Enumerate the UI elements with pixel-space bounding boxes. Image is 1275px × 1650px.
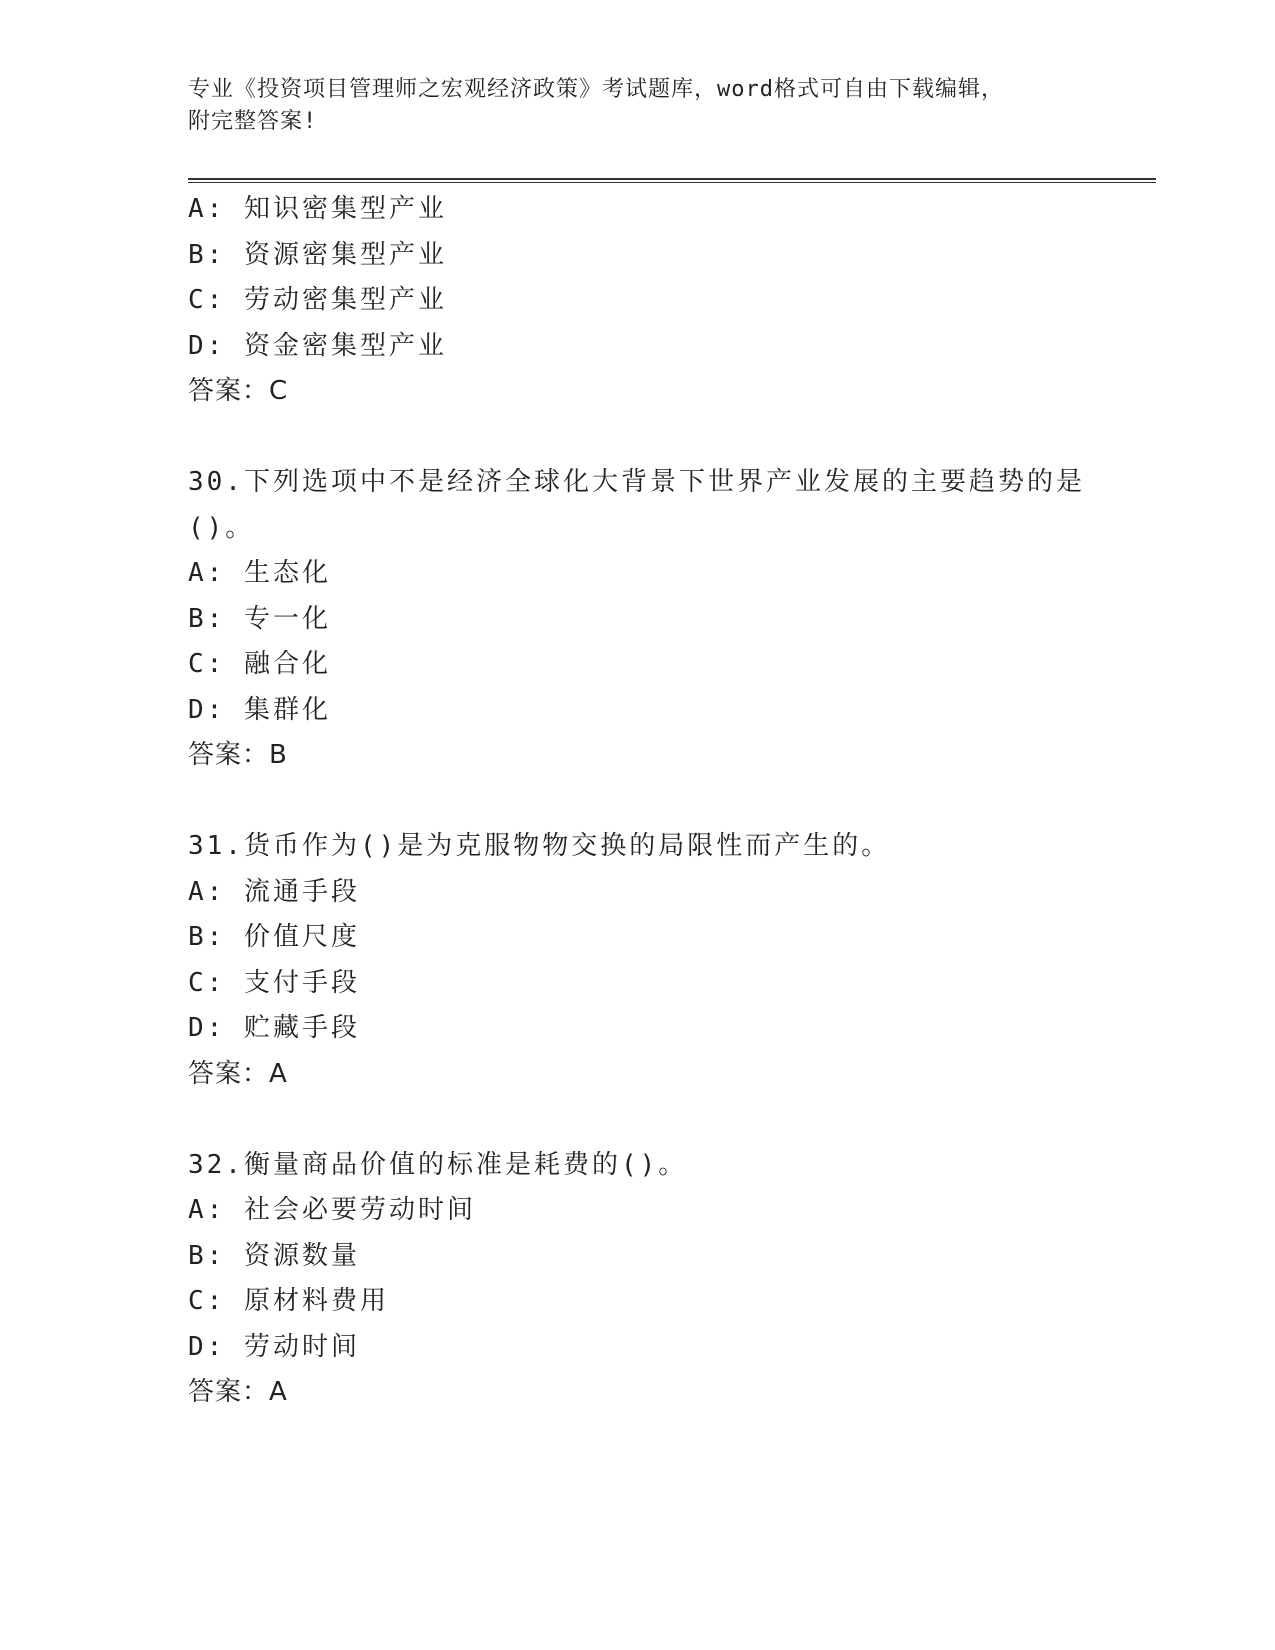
option-a: A: 流通手段 [188, 876, 360, 907]
question-block [188, 1143, 1148, 1416]
option-c: C: 支付手段 [188, 967, 360, 998]
answer-line: 答案：B [188, 740, 288, 770]
option-c: C: 融合化 [188, 649, 331, 679]
question-text-continued: ()。 [188, 512, 255, 543]
option-d: D: 资金密集型产业 [188, 330, 447, 361]
question-text: 32.衡量商品价值的标准是耗费的()。 [188, 1149, 688, 1180]
option-b: B: 资源数量 [188, 1240, 360, 1271]
answer-line: 答案：A [188, 1058, 288, 1089]
question-block [188, 187, 1148, 415]
question-block [188, 824, 1148, 1097]
document-header [188, 74, 1088, 138]
option-b: B: 专一化 [188, 603, 331, 634]
option-c: C: 劳动密集型产业 [188, 285, 447, 315]
block-spacer [188, 1097, 1148, 1143]
option-a: A: 生态化 [188, 558, 331, 588]
question-block [188, 460, 1148, 779]
option-d: D: 集群化 [188, 694, 331, 725]
question-text: 31.货币作为()是为克服物物交换的局限性而产生的。 [188, 831, 891, 861]
option-b: B: 资源密集型产业 [188, 239, 447, 270]
option-a: A: 社会必要劳动时间 [188, 1195, 476, 1225]
header-line-1: 专业《投资项目管理师之宏观经济政策》考试题库，word格式可自由下载编辑， [188, 77, 1004, 102]
question-list [188, 187, 1148, 1416]
header-divider [188, 178, 1156, 183]
block-spacer [188, 779, 1148, 825]
question-text: 30.下列选项中不是经济全球化大背景下世界产业发展的主要趋势的是 [188, 467, 1085, 497]
option-d: D: 贮藏手段 [188, 1013, 360, 1043]
answer-line: 答案：C [188, 376, 289, 406]
block-spacer [188, 415, 1148, 461]
answer-line: 答案：A [188, 1377, 288, 1407]
option-d: D: 劳动时间 [188, 1331, 360, 1362]
option-c: C: 原材料费用 [188, 1286, 389, 1316]
header-line-2: 附完整答案! [188, 109, 318, 134]
option-b: B: 价值尺度 [188, 922, 360, 952]
option-a: A: 知识密集型产业 [188, 194, 447, 224]
